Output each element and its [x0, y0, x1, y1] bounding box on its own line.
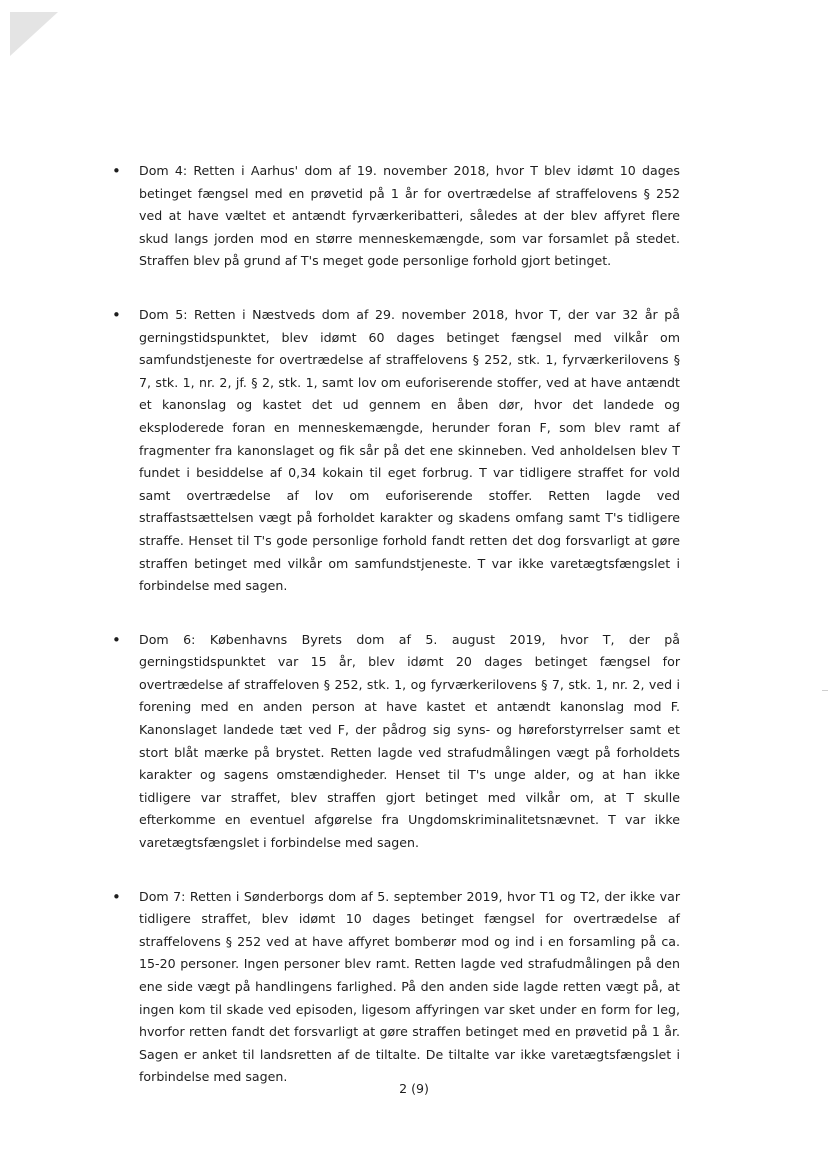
bullet: • [112, 162, 121, 180]
page-number: 2 (9) [399, 1081, 429, 1096]
verdict-text: Dom 4: Retten i Aarhus' dom af 19. november 2018, hvor T blev idømt 10 dages betinget fængsel med en prøvetid på 1 år for overtrædelse af straffelovens § 252 ved at have væltet et antændt fyrværkeribatteri, således at der blev affyret flere skud langs jorden mod en større menneskemængde, som var forsamlet på stedet. Straffen blev på grund af T's meget gode personlige forhold gjort betinget. [139, 163, 680, 269]
list-item [112, 160, 680, 273]
margin-mark [822, 690, 828, 691]
list-item [112, 304, 680, 598]
verdict-text: Dom 6: Københavns Byrets dom af 5. august 2019, hvor T, der på gerningstidspunktet var 15 år, blev idømt 20 dages betinget fængsel for overtrædelse af straffeloven § 252, stk. 1, og fyrværkerilovens § 7, stk. 1, nr. 2, ved i forening med en anden person at have kastet et antændt kanonslag mod F. Kanonslaget landede tæt ved F, der pådrog sig syns- og høreforstyrrelser samt et stort blåt mærke på brystet. Retten lagde ved strafudmålingen vægt på forholdets karakter og sagens omstændigheder. Henset til T's unge alder, og at han ikke tidligere var straffet, blev straffen gjort betinget med vilkår om, at T skulle efterkomme en eventuel afgørelse fra Ungdomskriminalitetsnævnet. T var ikke varetægtsfængslet i forbindelse med sagen. [139, 631, 680, 851]
verdict-text: Dom 5: Retten i Næstveds dom af 29. november 2018, hvor T, der var 32 år på gerningstidspunktet, blev idømt 60 dages betinget fængsel med vilkår om samfundstjeneste for overtrædelse af straffelovens § 252, stk. 1, fyrværkerilovens § 7, stk. 1, nr. 2, jf. § 2, stk. 1, samt lov om euforiserende stoffer, ved at have antændt et kanonslag og kastet det ud gennem en åben dør, hvor det landede og eksploderede foran en menneskemængde, herunder foran F, som blev ramt af fragmenter fra kanonslaget og fik sår på det ene skinneben. Ved anholdelsen blev T fundet i besiddelse af 0,34 kokain til eget forbrug. T var tidligere straffet for vold samt overtrædelse af lov om euforiserende stoffer. Retten lagde ved straffastsættelsen vægt på forholdet karakter og skadens omfang samt T's tidligere straffe. Henset til T's gode personlige forhold fandt retten det dog forsvarligt at gøre straffen betinget med vilkår om samfundstjeneste. T var ikke varetægtsfængslet i forbindelse med sagen. [139, 306, 680, 594]
verdict-text: Dom 7: Retten i Sønderborgs dom af 5. september 2019, hvor T1 og T2, der ikke var tidligere straffet, blev idømt 10 dages betinget fængsel for overtrædelse af straffelovens § 252 ved at have affyret bomberør mod og ind i en forsamling på ca. 15-20 personer. Ingen personer blev ramt. Retten lagde ved strafudmålingen på den ene side vægt på handlingens farlighed. På den anden side lagde retten vægt på, at ingen kom til skade ved episoden, ligesom affyringen var sket under en form for leg, hvorfor retten fandt det forsvarligt at gøre straffen betinget med en prøvetid på 1 år. Sagen er anket til landsretten af de tiltalte. De tiltalte var ikke varetægtsfængslet i forbindelse med sagen. [139, 888, 680, 1085]
bullet: • [112, 887, 121, 906]
verdict-list [112, 160, 680, 1089]
list-item [112, 629, 680, 855]
page-corner-fold [10, 12, 58, 56]
bullet: • [112, 630, 121, 649]
bullet: • [112, 305, 121, 324]
list-item [112, 886, 680, 1089]
